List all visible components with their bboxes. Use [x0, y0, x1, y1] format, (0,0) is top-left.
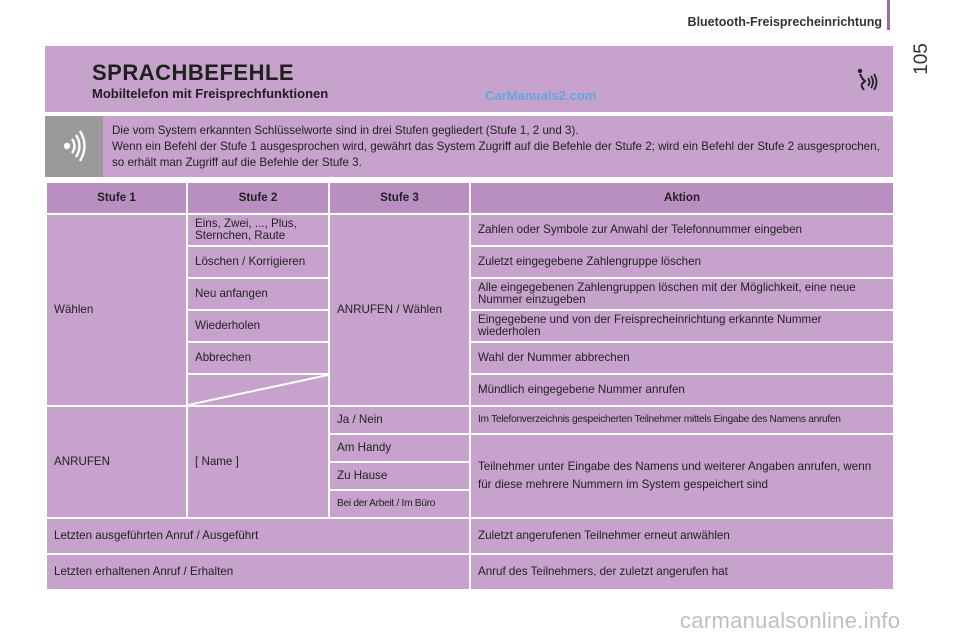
header-rule: [887, 0, 890, 30]
cell-aktion: Im Telefonverzeichnis gespeicherten Teilnehmer mittels Eingabe des Namens anrufen: [470, 406, 894, 434]
cell-aktion: Alle eingegebenen Zahlengruppen löschen mit der Möglichkeit, eine neue Nummer einzugeben: [470, 278, 894, 310]
page-subtitle: Mobiltelefon mit Freisprechfunktionen: [92, 86, 329, 101]
cell-aktion: Mündlich eingegebene Nummer anrufen: [470, 374, 894, 406]
cell-stufe1-waehlen: Wählen: [46, 214, 187, 406]
intro-panel: [45, 116, 893, 177]
intro-text: [112, 123, 882, 171]
cell-stufe3: Zu Hause: [329, 462, 470, 490]
cell-aktion: Zuletzt angerufenen Teilnehmer erneut anwählen: [470, 518, 894, 554]
header-aktion: Aktion: [470, 182, 894, 214]
watermark-top: CarManuals2.com: [485, 88, 597, 103]
header-stufe-1: Stufe 1: [46, 182, 187, 214]
intro-icon-box: [45, 116, 103, 177]
title-panel: [45, 46, 893, 112]
cell-stufe3: Ja / Nein: [329, 406, 470, 434]
cell-stufe2-name: [ Name ]: [187, 406, 329, 518]
cell-aktion: Zahlen oder Symbole zur Anwahl der Telefonnummer eingeben: [470, 214, 894, 246]
speaker-sound-icon: [45, 116, 103, 177]
cell-stufe3: Bei der Arbeit / Im Büro: [329, 490, 470, 518]
table-header-row: [46, 182, 894, 214]
cell-stufe3: Am Handy: [329, 434, 470, 462]
cell-command: Letzten ausgeführten Anruf / Ausgeführt: [46, 518, 470, 554]
cell-stufe1-anrufen: ANRUFEN: [46, 406, 187, 518]
cell-stufe2: Löschen / Korrigieren: [187, 246, 329, 278]
running-header: Bluetooth-Freisprecheinrichtung: [687, 15, 882, 29]
cell-aktion: Eingegebene und von der Freisprecheinrichtung erkannte Nummer wiederholen: [470, 310, 894, 342]
page-number: 105: [911, 43, 932, 75]
footer-watermark: carmanualsonline.info: [680, 608, 901, 633]
cell-stufe2: Eins, Zwei, ..., Plus, Sternchen, Raute: [187, 214, 329, 246]
intro-line-1: Die vom System erkannten Schlüsselworte sind in drei Stufen gegliedert (Stufe 1, 2 und 3).: [112, 124, 579, 137]
voice-command-table: [45, 181, 895, 591]
cell-aktion: Wahl der Nummer abbrechen: [470, 342, 894, 374]
cell-aktion: Anruf des Teilnehmers, der zuletzt angerufen hat: [470, 554, 894, 590]
diagonal-strike: [188, 375, 328, 405]
table-row: [46, 518, 894, 554]
header-stufe-3: Stufe 3: [329, 182, 470, 214]
voice-command-icon: [857, 68, 879, 94]
cell-stufe2: Neu anfangen: [187, 278, 329, 310]
table-row: [46, 554, 894, 590]
cell-aktion: Zuletzt eingegebene Zahlengruppe löschen: [470, 246, 894, 278]
cell-stufe2: Abbrechen: [187, 342, 329, 374]
table-row: [46, 406, 894, 434]
cell-stufe2-empty: [187, 374, 329, 406]
page-title: SPRACHBEFEHLE: [92, 60, 295, 85]
cell-stufe3-anrufen-waehlen: ANRUFEN / Wählen: [329, 214, 470, 406]
table-row: [46, 214, 894, 246]
intro-line-2: Wenn ein Befehl der Stufe 1 ausgesprochen wird, gewährt das System Zugriff auf die Befehle der Stufe 2; wird ein Befehl der Stufe 2 ausgesprochen, so erhält man Zugriff auf die Befehle der Stufe 3.: [112, 140, 880, 169]
cell-aktion: Teilnehmer unter Eingabe des Namens und weiterer Angaben anrufen, wenn für diese mehrere Nummern im System gespeichert sind: [470, 434, 894, 518]
cell-stufe2: Wiederholen: [187, 310, 329, 342]
header-stufe-2: Stufe 2: [187, 182, 329, 214]
cell-command: Letzten erhaltenen Anruf / Erhalten: [46, 554, 470, 590]
